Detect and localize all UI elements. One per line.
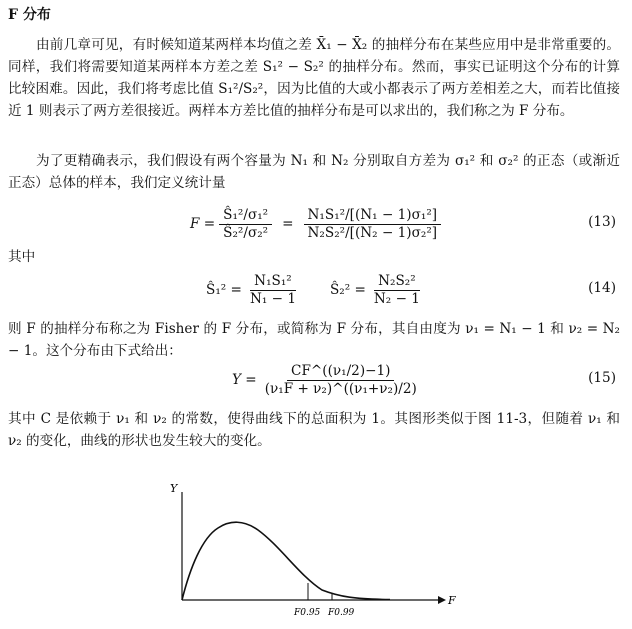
equation-13 <box>0 204 632 244</box>
paragraph-intro <box>8 34 620 122</box>
eq14-fraction-2 <box>370 273 424 308</box>
equation-number-13: (13) <box>588 214 616 230</box>
eq13-frac1-numerator: Ŝ₁²/σ₁² <box>219 207 272 225</box>
eq15-fraction <box>261 363 421 398</box>
eq15-lhs: Y = <box>232 372 257 388</box>
tick-label-f099: F0.99 <box>328 608 355 618</box>
paragraph-constant-text: 其中 C 是依赖于 ν₁ 和 ν₂ 的常数，使得曲线下的总面积为 1。其图形类似于图 11-3，但随着 ν₁ 和 ν₂ 的变化，曲线的形状也发生较大的变化。 <box>8 411 620 449</box>
eq15-denominator: (ν₁F + ν₂)^((ν₁+ν₂)/2) <box>264 380 417 397</box>
x-axis-label: F <box>448 594 456 607</box>
eq14-lhs-1: Ŝ₁² = <box>206 282 242 298</box>
eq14-frac1-numerator: N₁S₁² <box>250 273 296 291</box>
eq13-frac2-numerator: N₁S₁²/[(N₁ − 1)σ₁²] <box>304 207 442 225</box>
eq14-frac1-denominator: N₁ − 1 <box>249 290 296 307</box>
section-heading <box>8 4 51 24</box>
equation-number-14: (14) <box>588 280 616 296</box>
equation-14 <box>0 270 632 310</box>
x-axis-arrow <box>438 596 446 604</box>
paragraph-intro-text: 由前几章可见，有时候知道某两样本均值之差 X̄₁ − X̄₂ 的抽样分布在某些应用中是非常重要的。同样，我们将需要知道某两样本方差之差 S₁² − S₂² 的抽样分布。然而，事实已证明这个分布的计算比较困难。因此，我们将考虑比值 S₁²/S₂²，因为比值的大或小都表示了两方差相差之大，而若比值接近 1 则表示了两方差很接近。两样本方差比值的抽样分布是可以求出的，我们称之为 F 分布。 <box>8 37 620 119</box>
equation-number-15: (15) <box>588 370 616 386</box>
y-axis-label: Y <box>170 482 178 495</box>
eq13-frac2-denominator: N₂S₂²/[(N₂ − 1)σ₂²] <box>307 224 438 241</box>
heading-text: F 分布 <box>8 7 51 23</box>
eq13-lhs: F = <box>190 216 216 232</box>
eq14-frac2-numerator: N₂S₂² <box>374 273 420 291</box>
f-distribution-figure <box>150 478 470 626</box>
eq15-numerator: CF^((ν₁/2)−1) <box>287 363 394 381</box>
eq14-fraction-1 <box>246 273 300 308</box>
paragraph-fisher-text: 则 F 的抽样分布称之为 Fisher 的 F 分布，或简称为 F 分布，其自由度为 ν₁ = N₁ − 1 和 ν₂ = N₂ − 1。这个分布由下式给出： <box>8 321 620 359</box>
density-curve <box>182 522 390 600</box>
equation-15 <box>0 360 632 400</box>
where-label-1 <box>8 246 620 268</box>
paragraph-fisher <box>8 318 620 362</box>
eq14-lhs-2: Ŝ₂² = <box>329 282 366 298</box>
eq13-equals: = <box>282 216 294 232</box>
paragraph-definition <box>8 150 620 194</box>
paragraph-definition-text: 为了更精确表示，我们假设有两个容量为 N₁ 和 N₂ 分别取自方差为 σ₁² 和 σ₂² 的正态（或渐近正态）总体的样本，我们定义统计量 <box>8 153 620 191</box>
eq13-frac1-denominator: Ŝ₂²/σ₂² <box>223 224 269 241</box>
paragraph-constant <box>8 408 620 452</box>
eq14-frac2-denominator: N₂ − 1 <box>373 290 420 307</box>
tick-label-f095: F0.95 <box>294 608 321 618</box>
eq13-fraction-2 <box>304 207 442 242</box>
eq13-fraction-1 <box>219 207 272 242</box>
where-label-1-text: 其中 <box>8 249 36 265</box>
